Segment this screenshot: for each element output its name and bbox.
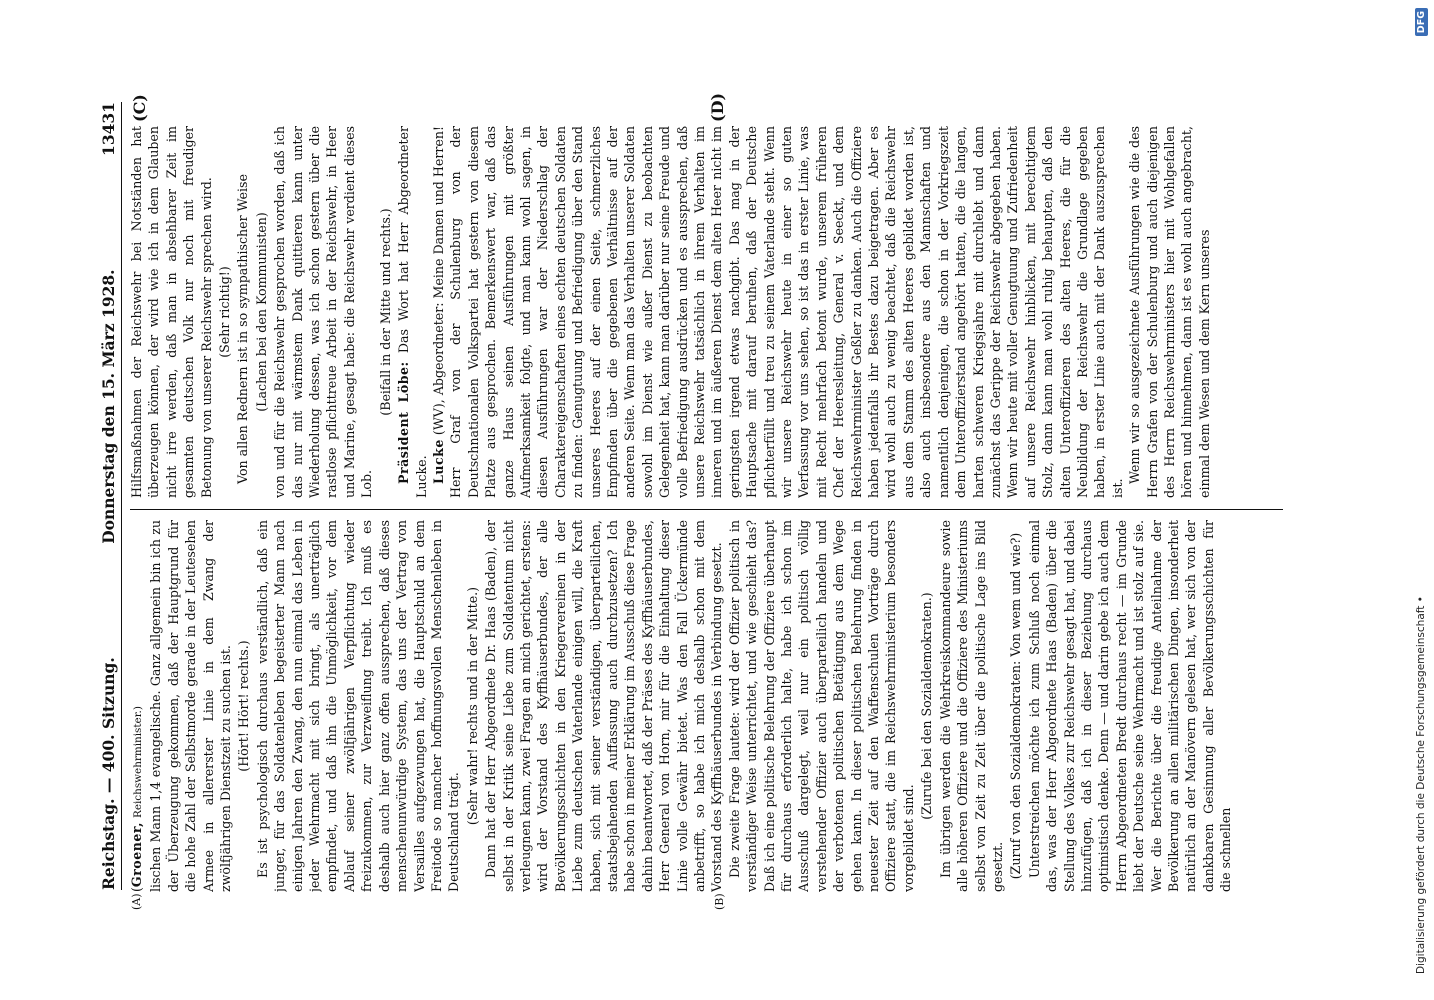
paragraph: Von allen Rednern ist in so sympathischer Weise	[235, 174, 251, 484]
speaker-line: (Groener, Reichswehrminister.)	[129, 706, 144, 892]
paragraph: Dann hat der Herr Abgeordnete Dr. Haas (Baden), der selbst in der Kritik seine Liebe zum Soldatentum nicht verleugnen kann, zwei Fragen an mich gerichtet, erstens: wird der Vorstand des Kyffhäuserbundes, der alle Bevölkerungsschichten in den Kriegervereinen in der Liebe zum deutschen Vaterlande einigen will, die Kraft haben, sich mit seiner verständigen, überparteilichen, staatsbejahenden Auffassung auch durchzusetzen? Ich habe schon in meiner Erklärung im Ausschuß diese Frage dahin beantwortet, daß der Präses des Kyffhäuserbundes, Herr General von Horn, mir für die Einhaltung dieser Linie volle Gewähr bietet. Was den Fall Ückermünde anbetrifft, so habe ich mich deshalb schon mit dem Vorstand des Kyffhäuserbundes in Verbindung gesetzt.	[483, 520, 725, 892]
speaker-role: Reichswehrminister.)	[132, 706, 144, 818]
interjection: (Sehr wahr! rechts und in der Mitte.)	[464, 586, 480, 826]
rotated-page	[88, 92, 1303, 912]
speaker-paragraph	[430, 126, 1126, 498]
president-name: Präsident Löbe:	[396, 361, 412, 484]
dfg-logo: DFG	[1415, 8, 1428, 36]
page-header	[88, 102, 122, 890]
paragraph: lischen Mann 1,4 evangelische. Ganz allgemein bin ich zu der Überzeugung gekommen, daß der Hauptgrund für die hohe Zahl der Selbstmorde gerade in der Leutesehen Armee in allererster Linie in dem Zwang der zwölfjährigen Dienstzeit zu suchen ist.	[148, 520, 234, 892]
digitization-credit	[1411, 0, 1431, 980]
column-divider	[130, 509, 1283, 510]
paragraph: von und für die Reichswehr gesprochen worden, daß ich das nur mit wärmstem Dank quittieren kann unter Wiederholung dessen, was ich schon gestern über die rastlose pflichttreue Arbeit in der Reichswehr, in Heer und Marine, gesagt habe: die Reichswehr verdient dieses Lob.	[272, 126, 375, 498]
interjection: (Zuruf von den Sozialdemokraten: Von wem und wie?)	[1008, 532, 1024, 880]
credit-text: Digitalisierung gefördert durch die Deutsche Forschungsgemeinschaft •	[1415, 596, 1427, 974]
president-line	[395, 126, 430, 498]
paragraph: Wenn wir so ausgezeichnete Ausführungen wie die des Herrn Grafen von der Schulenburg und auch diejenigen des Herrn Reichswehrministers hier mit Wohlgefallen hören und hinnehmen, dann ist es wohl auch angebracht, einmal dem Wesen und dem Kern unseres	[1127, 126, 1212, 498]
paragraph: Es ist psychologisch durchaus verständlich, daß ein junger, für das Soldatenleben begeisterter Mann nach einigen Jahren den Zwang, den nun einmal das Leben in jeder Wehrmacht mit sich bringt, als unerträglich empfindet, und daß ihn die Unmöglichkeit, vor dem Ablauf seiner zwölfjährigen Verpflichtung wieder freizukommen, zur Verzweiflung treibt. Ich muß es deshalb auch hier ganz offen aussprechen, daß dieses menschenunwürdige System, das uns der Vertrag von Versailles aufgezwungen hat, die Hauptschuld an dem Freitode so mancher hoffnungsvollen Menschenleben in Deutschland trägt.	[254, 520, 462, 892]
paragraph: Die zweite Frage lautete: wird der Offizier politisch in verständiger Weise unterrichtet, und wie geschieht das? Daß ich eine politische Belehrung der Offiziere überhaupt für durchaus erforderlich halte, habe ich schon im Ausschuß dargelegt, weil nur ein politisch völlig verstehender Offizier auch überparteilich handeln und der verbotenen politischen Betätigung aus dem Wege gehen kann. In dieser politischen Belehrung finden in neuester Zeit auf den Waffenschulen Vorträge durch Offiziere statt, die im Reichswehrministerium besonders vorgebildet sind.	[726, 520, 916, 892]
header-left: Reichstag. — 400. Sitzung.	[99, 657, 118, 890]
interjection: (Sehr richtig!)	[217, 266, 233, 358]
interjection: (Lachen bei den Kommunisten)	[253, 212, 269, 412]
interjection: (Hört! Hört! rechts.)	[236, 640, 252, 772]
margin-mark-d: (D)	[708, 92, 727, 122]
margin-mark-c: (C)	[130, 94, 149, 122]
interjection: (Zurufe bei den Sozialdemokraten.)	[919, 592, 935, 820]
speaker-name: Groener,	[129, 822, 144, 888]
text-column-right	[128, 126, 1285, 498]
margin-mark-b: (B)	[713, 893, 726, 910]
text-column-left	[128, 520, 1285, 892]
page-number: 13431	[99, 102, 118, 156]
paragraph: Hilfsmaßnahmen der Reichswehr bei Notständen hat überzeugen können, der wird wie ich in dem Glauben nicht irre werden, daß man in absehbarer Zeit im gesamten deutschen Volk nur noch mit freudiger Betonung von unserer Reichswehr sprechen wird.	[129, 126, 214, 498]
speaker-text: (WV), Abgeordneter: Meine Damen und Herren! Herr Graf von der Schulenburg von der Deutschnationalen Volkspartei hat gestern von diesem Platze aus gesprochen. Bemerkenswert war, daß das ganze Haus seinen Ausführungen mit größter Aufmerksamkeit folgte, und man kann wohl sagen, in diesen Ausführungen war der Niederschlag der Charaktereigenschaften eines echten deutschen Soldaten zu finden: Genugtuung und Befriedigung über den Stand unseres Heeres auf der einen Seite, schmerzliches Empfinden über die gegebenen Verhältnisse auf der anderen Seite. Wenn man das Verhalten unserer Soldaten sowohl im Dienst wie außer Dienst zu beobachten Gelegenheit hat, kann man darüber nur seine Freude und volle Befriedigung ausdrücken und es aussprechen, daß unsere Reichswehr tatsächlich in ihrem Verhalten im inneren und im äußeren Dienst dem alten Heer nicht im geringsten irgend etwas nachgibt. Das mag in der Hauptsache mit darauf beruhen, daß der Deutsche pflichterfüllt und treu zu seinem Vaterlande steht. Wenn wir unsere Reichswehr heute in einer so guten Verfassung vor uns sehen, so ist das in erster Linie, was mit Recht mehrfach betont wurde, unserem früheren Chef der Heeresleitung, General v. Seeckt, und dem Reichswehrminister Geßler zu danken. Auch die Offiziere haben jedenfalls ihr Bestes dazu beigetragen. Aber es wird wohl auch zu wenig beachtet, daß die Reichswehr aus dem Stamm des alten Heeres gebildet worden ist, also auch insbesondere aus den Mannschaften und namentlich denjenigen, die schon in der Vorkriegszeit dem Unteroffizierstand angehört hatten, die die langen, harten schweren Kriegsjahre mit durchlebt und dann zunächst das Gerippe der Reichswehr abgegeben haben. Wenn wir heute mit voller Genugtuung und Zufriedenheit auf unsere Reichswehr hinblicken, mit berechtigtem Stolz, dann kann man wohl ruhig behaupten, daß den alten Unteroffizieren des alten Heeres, die für die Neubildung der Reichswehr die Grundlage gegeben haben, in erster Linie auch mit der Dank auszusprechen ist.	[430, 126, 1125, 498]
header-center: Donnerstag den 15. März 1928.	[99, 269, 118, 544]
margin-mark-a: (A)	[130, 893, 143, 910]
president-text: Das Wort hat Herr Abgeordneter Lucke.	[396, 126, 429, 498]
paragraph: Unterstreichen möchte ich zum Schluß noch einmal das, was der Herr Abgeordnete Haas (Baden) über die Stellung des Volkes zur Reichswehr gesagt hat, und dabei hinzufügen, daß ich in dieser Beziehung durchaus optimistisch denke. Denn — und darin gebe ich auch dem Herrn Abgeordneten Bredt durchaus recht — im Grunde liebt der Deutsche seine Wehrmacht und ist stolz auf sie. Wer die Berichte über die freudige Anteilnahme der Bevölkerung an allen militärischen Dingen, insonderheit natürlich an der Manövern gelesen hat, wer sich von der dankbaren Gesinnung aller Bevölkerungsschichten für die schnellen	[1026, 520, 1234, 892]
interjection: (Beifall in der Mitte und rechts.)	[377, 208, 393, 416]
paragraph: Im übrigen werden die Wehrkreiskommandeure sowie alle höheren Offiziere und die Offiziere des Ministeriums selbst von Zeit zu Zeit über die politische Lage ins Bild gesetzt.	[937, 520, 1005, 892]
speaker-name: Lucke	[430, 439, 446, 484]
